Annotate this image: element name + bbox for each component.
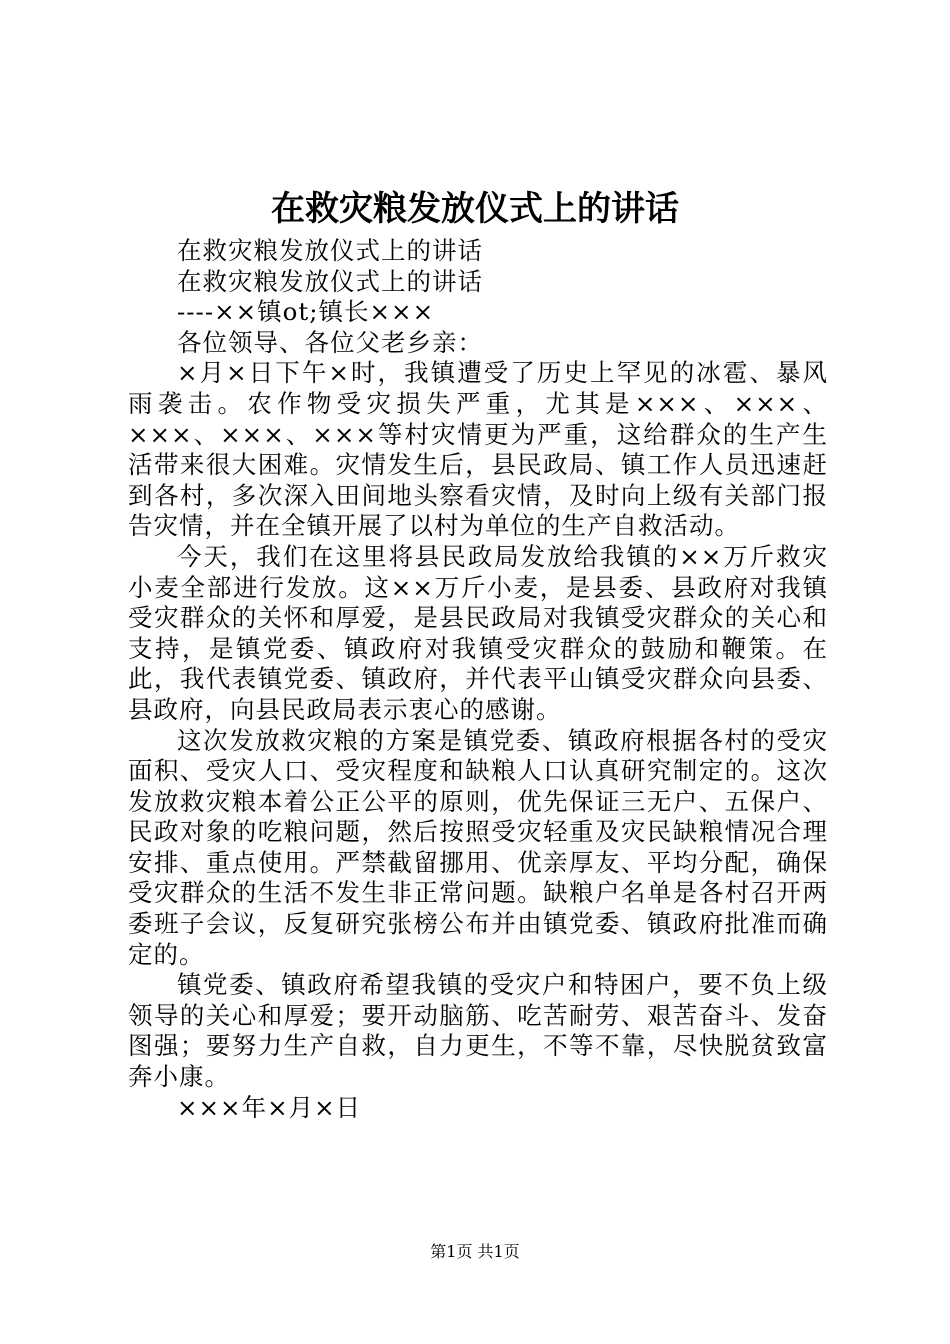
paragraph: 今天，我们在这里将县民政局发放给我镇的××万斤救灾小麦全部进行发放。这××万斤小麦，是县委、县政府对我镇受灾群众的关怀和厚爱，是县民政局对我镇受灾群众的关心和支持，是镇党委、镇政府对我镇受灾群众的鼓励和鞭策。在此，我代表镇党委、镇政府，并代表平山镇受灾群众向县委、县政府，向县民政局表示衷心的感谢。 xyxy=(128,541,828,724)
document-body xyxy=(128,236,828,1123)
speaker-line: ----××镇ot;镇长××× xyxy=(177,297,435,327)
paragraph: 镇党委、镇政府希望我镇的受灾户和特困户，要不负上级领导的关心和厚爱；要开动脑筋、吃苦耐劳、艰苦奋斗、发奋图强；要努力生产自救，自力更生，不等不靠，尽快脱贫致富奔小康。 xyxy=(128,970,828,1092)
document-title: 在救灾粮发放仪式上的讲话 xyxy=(271,189,679,229)
paragraph: ×月×日下午×时，我镇遭受了历史上罕见的冰雹、暴风雨袭击。农作物受灾损失严重，尤其是×××、×××、×××、×××、×××等村灾情更为严重，这给群众的生产生活带来很大困难。灾情发生后，县民政局、镇工作人员迅速赶到各村，多次深入田间地头察看灾情，及时向上级有关部门报告灾情，并在全镇开展了以村为单位的生产自救活动。 xyxy=(128,358,828,541)
subtitle-line: 在救灾粮发放仪式上的讲话 xyxy=(177,236,483,265)
paragraph: 这次发放救灾粮的方案是镇党委、镇政府根据各村的受灾面积、受灾人口、受灾程度和缺粮人口认真研究制定的。这次发放救灾粮本着公正公平的原则，优先保证三无户、五保户、民政对象的吃粮问题，然后按照受灾轻重及灾民缺粮情况合理安排、重点使用。严禁截留挪用、优亲厚友、平均分配，确保受灾群众的生活不发生非正常问题。缺粮户名单是各村召开两委班子会议，反复研究张榜公布并由镇党委、镇政府批准而确定的。 xyxy=(128,725,828,969)
date-line: ×××年×月×日 xyxy=(177,1092,362,1122)
subtitle-line: 在救灾粮发放仪式上的讲话 xyxy=(177,266,483,296)
page-number: 第1页 共1页 xyxy=(430,1242,520,1261)
salutation: 各位领导、各位父老乡亲： xyxy=(177,327,483,357)
